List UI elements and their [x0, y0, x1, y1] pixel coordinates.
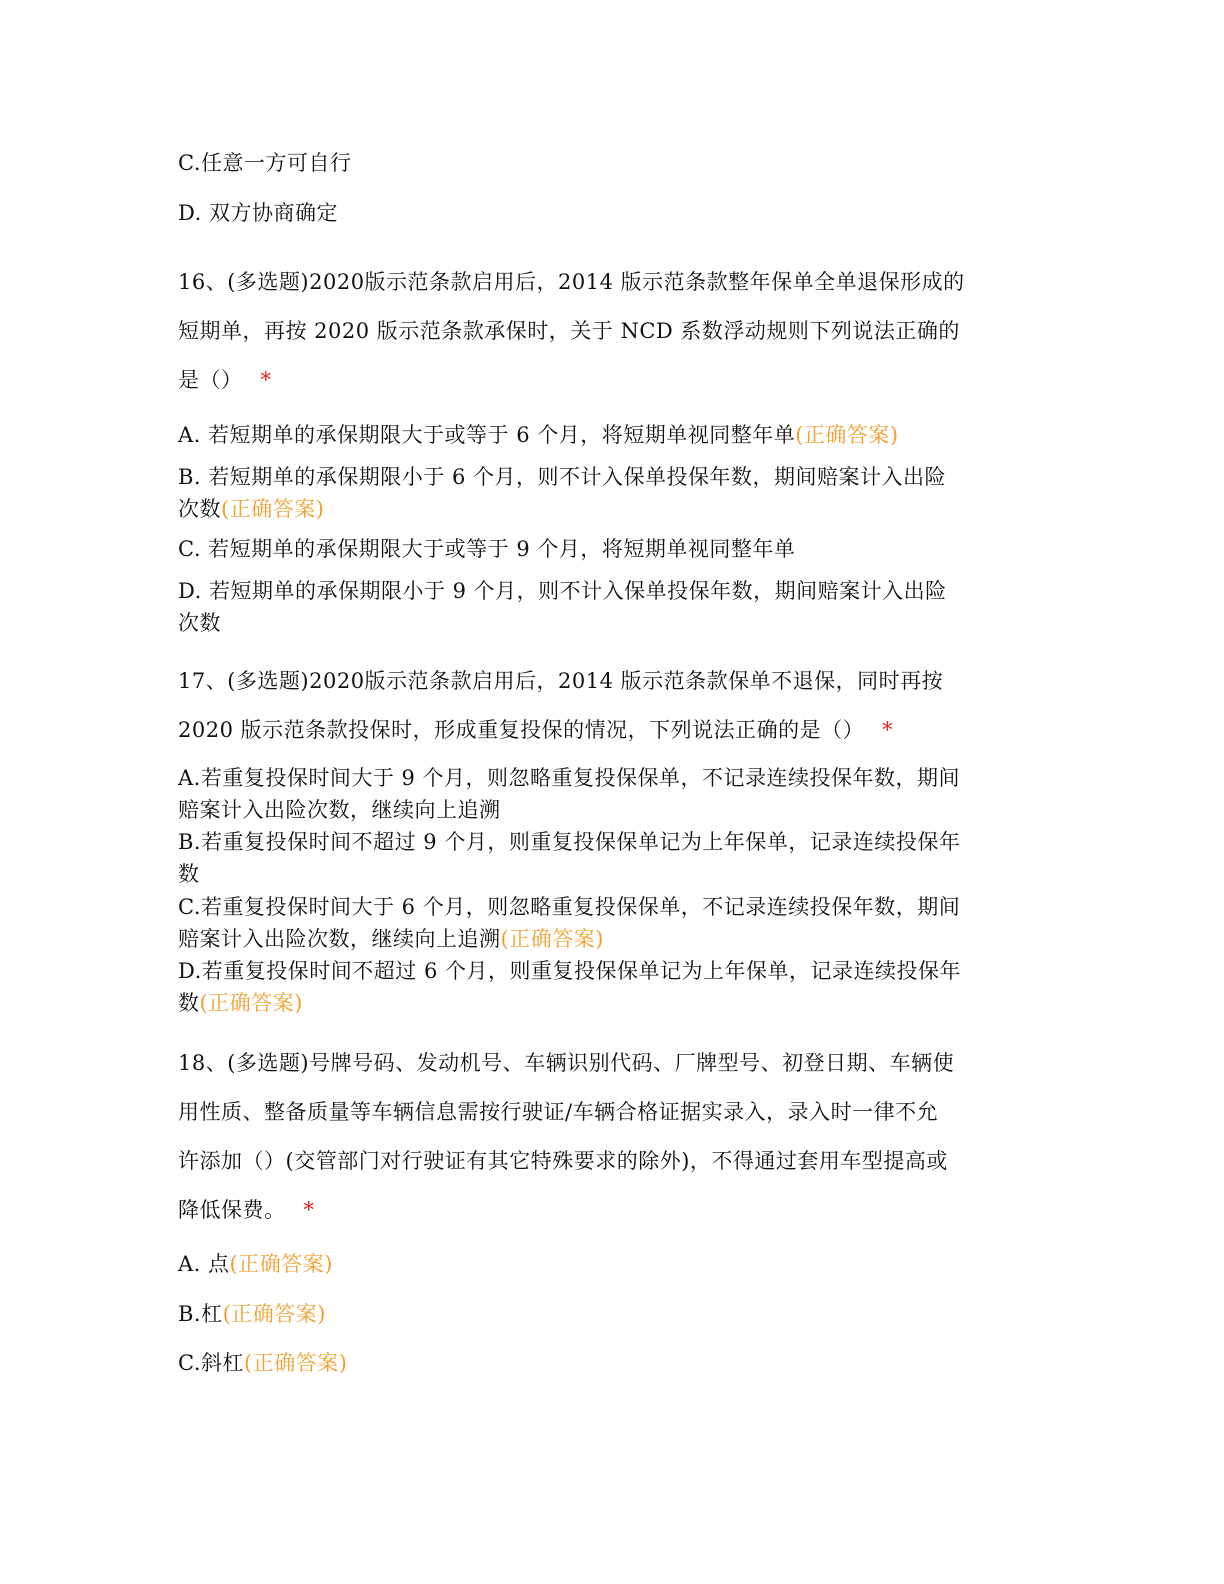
- q17-option-b-cont: 数: [178, 862, 200, 886]
- q18-question-line-1: 18、(多选题)号牌号码、发动机号、车辆识别代码、厂牌型号、初登日期、车辆使: [178, 1051, 955, 1075]
- q17-option-d-cont: 数(正确答案): [178, 991, 303, 1015]
- q16-question-line-1: 16、(多选题)2020版示范条款启用后，2014 版示范条款整年保单全单退保形成的: [178, 270, 965, 294]
- correct-answer-tag: (正确答案): [244, 1351, 348, 1375]
- q16-option-b-cont: 次数(正确答案): [178, 497, 325, 521]
- q17-question-line-1: 17、(多选题)2020版示范条款启用后，2014 版示范条款保单不退保，同时再按: [178, 669, 944, 693]
- q16-option-d: D. 若短期单的承保期限小于 9 个月，则不计入保单投保年数，期间赔案计入出险: [178, 579, 947, 603]
- q18-option-a: A. 点(正确答案): [178, 1252, 333, 1276]
- q17-option-c-cont: 赔案计入出险次数，继续向上追溯(正确答案): [178, 927, 604, 951]
- required-mark: *: [303, 1198, 315, 1222]
- q17-question-line-2: 2020 版示范条款投保时，形成重复投保的情况，下列说法正确的是（） *: [178, 718, 894, 742]
- q16-option-c: C. 若短期单的承保期限大于或等于 9 个月，将短期单视同整年单: [178, 537, 796, 561]
- q16-option-a: A. 若短期单的承保期限大于或等于 6 个月，将短期单视同整年单(正确答案): [178, 423, 899, 447]
- correct-answer-tag: (正确答案): [500, 927, 604, 951]
- correct-answer-tag: (正确答案): [199, 991, 303, 1015]
- correct-answer-tag: (正确答案): [795, 423, 899, 447]
- correct-answer-tag: (正确答案): [229, 1252, 333, 1276]
- q16-question-line-3: 是（） *: [178, 368, 272, 392]
- q17-option-a: A.若重复投保时间大于 9 个月，则忽略重复投保保单，不记录连续投保年数，期间: [178, 766, 961, 790]
- q16-option-b: B. 若短期单的承保期限小于 6 个月，则不计入保单投保年数，期间赔案计入出险: [178, 465, 946, 489]
- q15-option-c: C.任意一方可自行: [178, 151, 352, 175]
- q18-question-line-2: 用性质、整备质量等车辆信息需按行驶证/车辆合格证据实录入，录入时一律不允: [178, 1100, 939, 1124]
- q17-option-c: C.若重复投保时间大于 6 个月，则忽略重复投保保单，不记录连续投保年数，期间: [178, 895, 961, 919]
- q17-option-a-cont: 赔案计入出险次数，继续向上追溯: [178, 798, 501, 822]
- q18-option-c: C.斜杠(正确答案): [178, 1351, 348, 1375]
- q16-option-d-cont: 次数: [178, 611, 221, 635]
- q17-option-d: D.若重复投保时间不超过 6 个月，则重复投保保单记为上年保单，记录连续投保年: [178, 959, 961, 983]
- correct-answer-tag: (正确答案): [222, 1302, 326, 1326]
- required-mark: *: [882, 718, 894, 742]
- q17-option-b: B.若重复投保时间不超过 9 个月，则重复投保保单记为上年保单，记录连续投保年: [178, 830, 961, 854]
- correct-answer-tag: (正确答案): [221, 497, 325, 521]
- q15-option-d: D. 双方协商确定: [178, 201, 338, 225]
- q16-question-line-2: 短期单，再按 2020 版示范条款承保时，关于 NCD 系数浮动规则下列说法正确的: [178, 319, 960, 343]
- q18-question-line-3: 许添加（）(交管部门对行驶证有其它特殊要求的除外)，不得通过套用车型提高或: [178, 1149, 948, 1173]
- required-mark: *: [260, 368, 272, 392]
- q18-option-b: B.杠(正确答案): [178, 1302, 326, 1326]
- q18-question-line-4: 降低保费。 *: [178, 1198, 315, 1222]
